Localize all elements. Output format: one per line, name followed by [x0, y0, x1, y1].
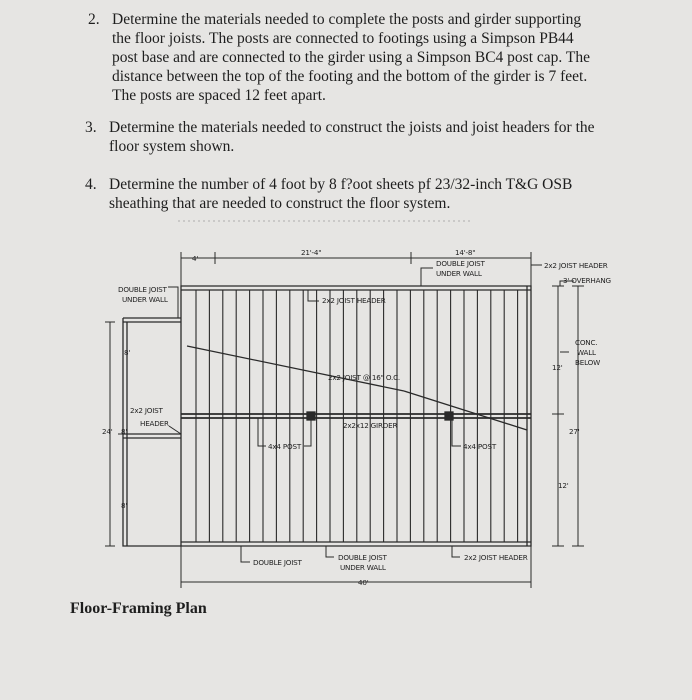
note-label: 2x2 JOIST — [130, 406, 163, 415]
note-label: 2x2x12 GIRDER — [343, 421, 398, 430]
question-number: 4. — [85, 176, 97, 193]
leader-line — [169, 426, 181, 434]
dimension-label: 40' — [358, 578, 369, 587]
note-label: 4x4 POST — [463, 442, 497, 451]
question-number: 3. — [85, 119, 97, 136]
plan-outline — [123, 286, 531, 546]
dimension-label: 27' — [569, 427, 580, 436]
question-line: the floor joists. The posts are connected to footings using a Simpson PB44 — [112, 30, 574, 47]
note-label: WALL — [577, 348, 596, 357]
leader-line — [421, 268, 433, 286]
post-marker — [307, 412, 315, 420]
question-line: Determine the materials needed to construct the joists and joist headers for the — [109, 119, 595, 136]
question-number: 2. — [88, 11, 100, 28]
note-label: CONC. — [575, 338, 598, 347]
note-label: 2x2 JOIST @ 16" O.C. — [328, 373, 400, 382]
dimension-label: 14'-8" — [455, 248, 476, 257]
question-line: sheathing that are needed to construct the floor system. — [109, 195, 451, 212]
question-line: Determine the materials needed to complete the posts and girder supporting — [112, 11, 582, 28]
leader-line — [258, 418, 266, 446]
leader-line — [308, 290, 319, 301]
leader-line — [452, 546, 460, 557]
note-label: UNDER WALL — [122, 295, 168, 304]
dimension-label: 8' — [121, 427, 128, 436]
note-label: DOUBLE JOIST — [253, 558, 302, 567]
note-label: UNDER WALL — [436, 269, 482, 278]
leader-line — [304, 420, 311, 446]
joists-group — [196, 290, 518, 542]
note-label: UNDER WALL — [340, 563, 386, 572]
leader-line — [326, 546, 334, 557]
note-label: 2x2 JOIST HEADER — [322, 296, 386, 305]
dimension-label: 4' — [192, 254, 199, 263]
dimension-label: 12' — [552, 363, 563, 372]
dimension-label: 8' — [121, 501, 128, 510]
leader-line — [168, 287, 178, 318]
leader-line — [531, 265, 542, 286]
note-label: DOUBLE JOIST — [338, 553, 387, 562]
dimension-label: 12' — [558, 481, 569, 490]
note-label: 4x4 POST — [268, 442, 302, 451]
plan-caption: Floor-Framing Plan — [70, 600, 207, 617]
leader-line — [452, 420, 461, 446]
question-line: post base and are connected to the girder using a Simpson BC4 post cap. The — [112, 49, 590, 66]
joist-span-diagonal — [404, 391, 527, 430]
note-label: DOUBLE JOIST — [118, 285, 167, 294]
question-line: floor system shown. — [109, 138, 235, 155]
note-label: 2x2 JOIST HEADER — [544, 261, 608, 270]
note-label: 3' OVERHANG — [563, 276, 611, 285]
note-label: HEADER — [140, 419, 169, 428]
dimension-label: 24' — [102, 427, 113, 436]
question-line: distance between the top of the footing and the bottom of the girder is 7 feet. — [112, 68, 588, 85]
dimension-label: 21'-4" — [301, 248, 322, 257]
plan-outline-left — [123, 318, 181, 546]
dimension-label: 8' — [124, 348, 131, 357]
note-label: BELOW — [575, 358, 600, 367]
leader-line — [241, 546, 250, 562]
question-line: Determine the number of 4 foot by 8 f?oot sheets pf 23/32-inch T&G OSB — [109, 176, 573, 193]
question-line: The posts are spaced 12 feet apart. — [112, 87, 326, 104]
note-label: 2x2 JOIST HEADER — [464, 553, 528, 562]
joist-span-diagonal — [187, 346, 404, 391]
post-marker — [445, 412, 453, 420]
note-label: DOUBLE JOIST — [436, 259, 485, 268]
